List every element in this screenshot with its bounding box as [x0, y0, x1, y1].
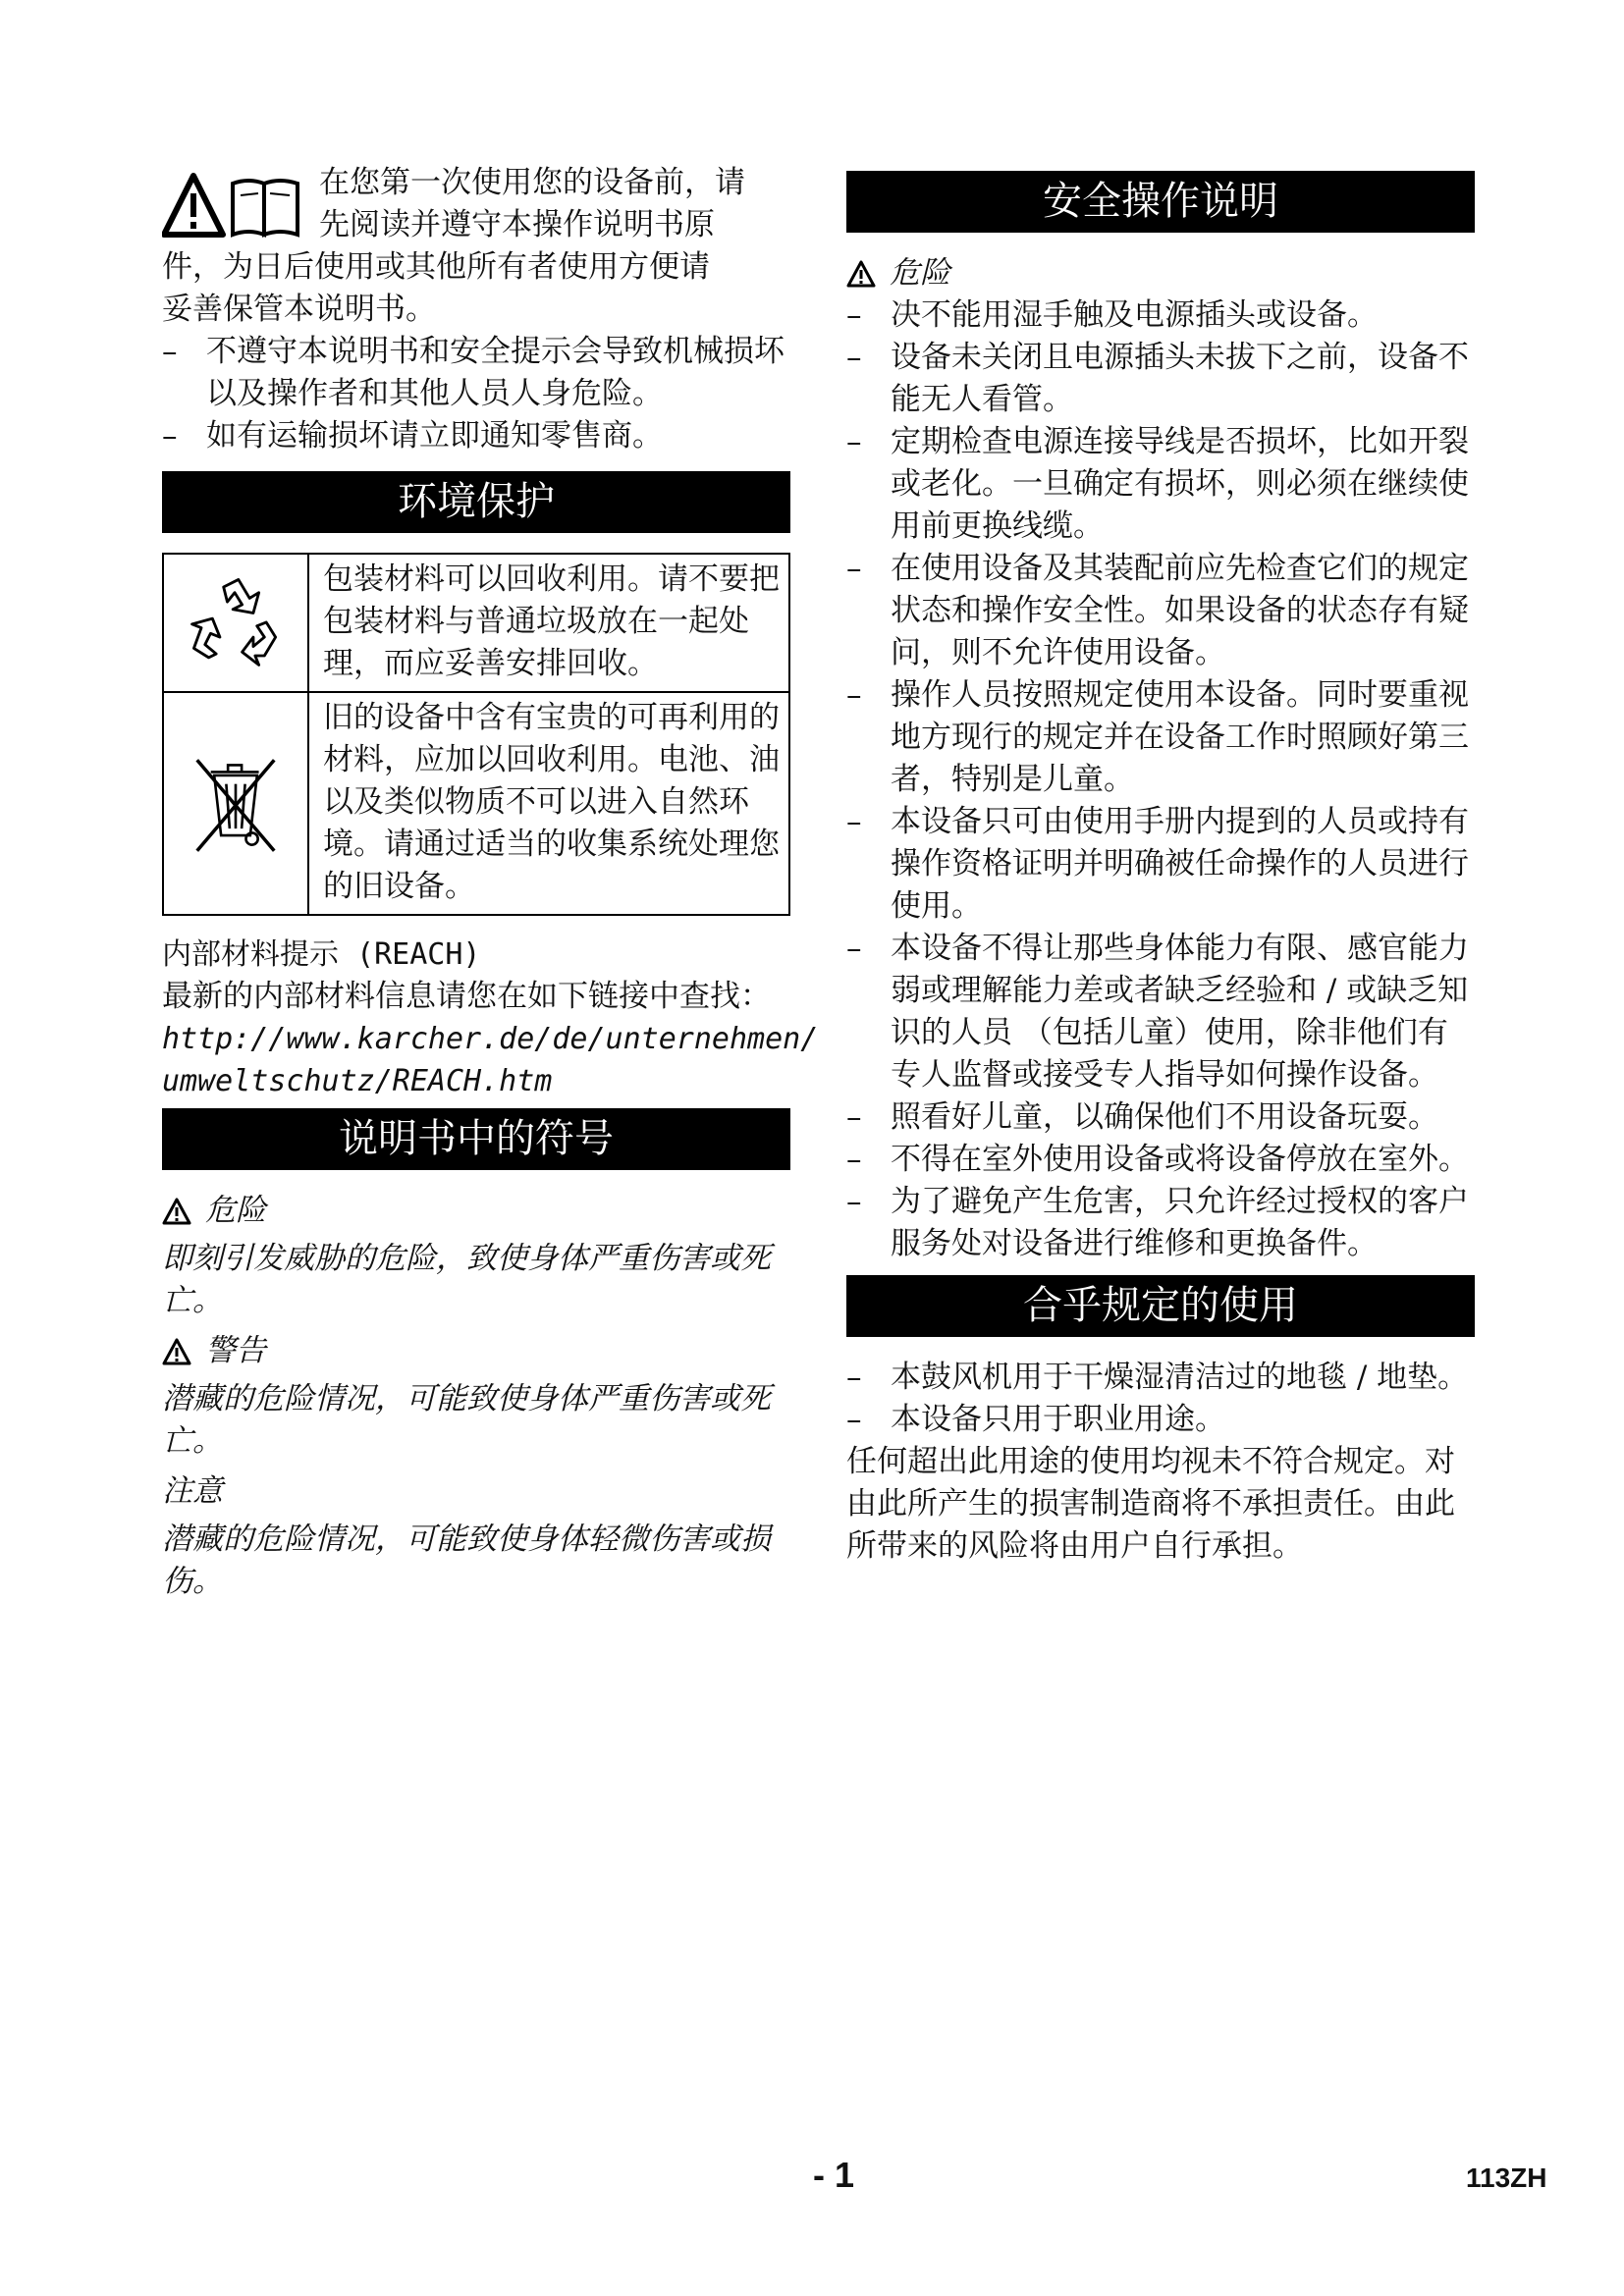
safety-bullet: – 定期检查电源连接导线是否损坏，比如开裂或老化。一旦确定有损坏，则必须在继续使用前更换线缆。: [846, 421, 1475, 548]
warning-label: 警告: [205, 1333, 266, 1368]
usage-bullets: [846, 1357, 1475, 1441]
safety-danger-label: 危险: [890, 255, 950, 291]
safety-bullet: – 在使用设备及其装配前应先检查它们的规定状态和操作安全性。如果设备的状态存有疑问，则不允许使用设备。: [846, 548, 1475, 674]
safety-bullet: – 照看好儿童，以确保他们不用设备玩耍。: [846, 1096, 1475, 1139]
safety-bullet: – 本设备不得让那些身体能力有限、感官能力弱或理解能力差或者缺乏经验和 / 或缺乏知识的人员 （包括儿童）使用，除非他们有专人监督或接受专人指导如何操作设备。: [846, 928, 1475, 1096]
usage-section-title: 合乎规定的使用: [846, 1275, 1475, 1337]
intro-bullet: – 不遵守本说明书和安全提示会导致机械损坏以及操作者和其他人员人身危险。: [162, 331, 790, 415]
caution-text: 潜藏的危险情况，可能致使身体轻微伤害或损伤。: [162, 1522, 771, 1599]
warning-read-manual-icon: [162, 172, 304, 240]
safety-section-title: 安全操作说明: [846, 171, 1475, 233]
safety-bullet: – 决不能用湿手触及电源插头或设备。: [846, 294, 1475, 337]
safety-bullet: – 操作人员按照规定使用本设备。同时要重视地方现行的规定并在设备工作时照顾好第三者，特别是儿童。: [846, 674, 1475, 801]
environment-row-recycle: [163, 554, 789, 692]
reach-link-line-1[interactable]: http://www.karcher.de/de/unternehmen/: [162, 1022, 819, 1056]
reach-heading: 内部材料提示 (REACH): [162, 937, 481, 972]
intro-line-2: 先阅读并遵守本操作说明书原: [319, 207, 715, 242]
recycle-icon-cell: [163, 554, 308, 692]
intro-bullet: – 如有运输损坏请立即通知零售商。: [162, 415, 790, 457]
symbols-section-title: 说明书中的符号: [162, 1108, 790, 1170]
warning-text: 潜藏的危险情况，可能致使身体严重伤害或死亡。: [162, 1381, 771, 1459]
crossed-bin-icon: [189, 745, 283, 859]
environment-row-bin: [163, 692, 789, 915]
danger-text: 即刻引发威胁的危险，致使身体严重伤害或死亡。: [162, 1241, 771, 1318]
intro-line-4: 妥善保管本说明书。: [162, 292, 436, 327]
environment-table: [162, 553, 790, 916]
intro-bullets: [162, 331, 790, 457]
recycle-icon: [185, 570, 287, 672]
usage-bullet: – 本鼓风机用于干燥湿清洁过的地毯 / 地垫。: [846, 1357, 1475, 1399]
intro-block: [162, 162, 790, 331]
caution-label: 注意: [162, 1473, 223, 1509]
crossed-bin-icon-cell: [163, 692, 308, 915]
intro-line-1: 在您第一次使用您的设备前，请: [319, 165, 745, 200]
reach-text: 最新的内部材料信息请您在如下链接中查找：: [162, 979, 771, 1014]
caution-heading: [162, 1470, 790, 1513]
environment-row-text: 旧的设备中含有宝贵的可再利用的材料，应加以回收利用。电池、油以及类似物质不可以进入自然环境。请通过适当的收集系统处理您的旧设备。: [308, 692, 789, 915]
usage-paragraph: 任何超出此用途的使用均视未不符合规定。对由此所产生的损害制造商将不承担责任。由此所带来的风险将由用户自行承担。: [846, 1444, 1455, 1564]
safety-danger-heading: [846, 252, 1475, 294]
left-column: [162, 162, 819, 1603]
intro-line-3: 件，为日后使用或其他所有者使用方便请: [162, 249, 710, 285]
environment-section-title: 环境保护: [162, 471, 790, 533]
danger-label: 危险: [205, 1193, 266, 1228]
safety-bullet: – 不得在室外使用设备或将设备停放在室外。: [846, 1139, 1475, 1181]
right-column: [846, 171, 1475, 1568]
safety-bullet: – 设备未关闭且电源插头未拔下之前，设备不能无人看管。: [846, 337, 1475, 421]
environment-row-text: 包装材料可以回收利用。请不要把包装材料与普通垃圾放在一起处理，而应妥善安排回收。: [308, 554, 789, 692]
danger-heading: [162, 1190, 790, 1232]
warning-triangle-icon: [162, 1338, 191, 1365]
safety-bullet: – 为了避免产生危害，只允许经过授权的客户服务处对设备进行维修和更换备件。: [846, 1181, 1475, 1265]
page-code: 113ZH: [1466, 2163, 1547, 2193]
warning-heading: [162, 1330, 790, 1372]
warning-triangle-icon: [846, 260, 876, 288]
warning-triangle-icon: [162, 1198, 191, 1225]
safety-bullets: [846, 294, 1475, 1265]
usage-bullet: – 本设备只用于职业用途。: [846, 1399, 1475, 1441]
page-number: - 1: [813, 2155, 855, 2195]
safety-bullet: – 本设备只可由使用手册内提到的人员或持有操作资格证明并明确被任命操作的人员进行使用。: [846, 801, 1475, 928]
reach-link-line-2[interactable]: umweltschutz/REACH.htm: [162, 1064, 553, 1098]
